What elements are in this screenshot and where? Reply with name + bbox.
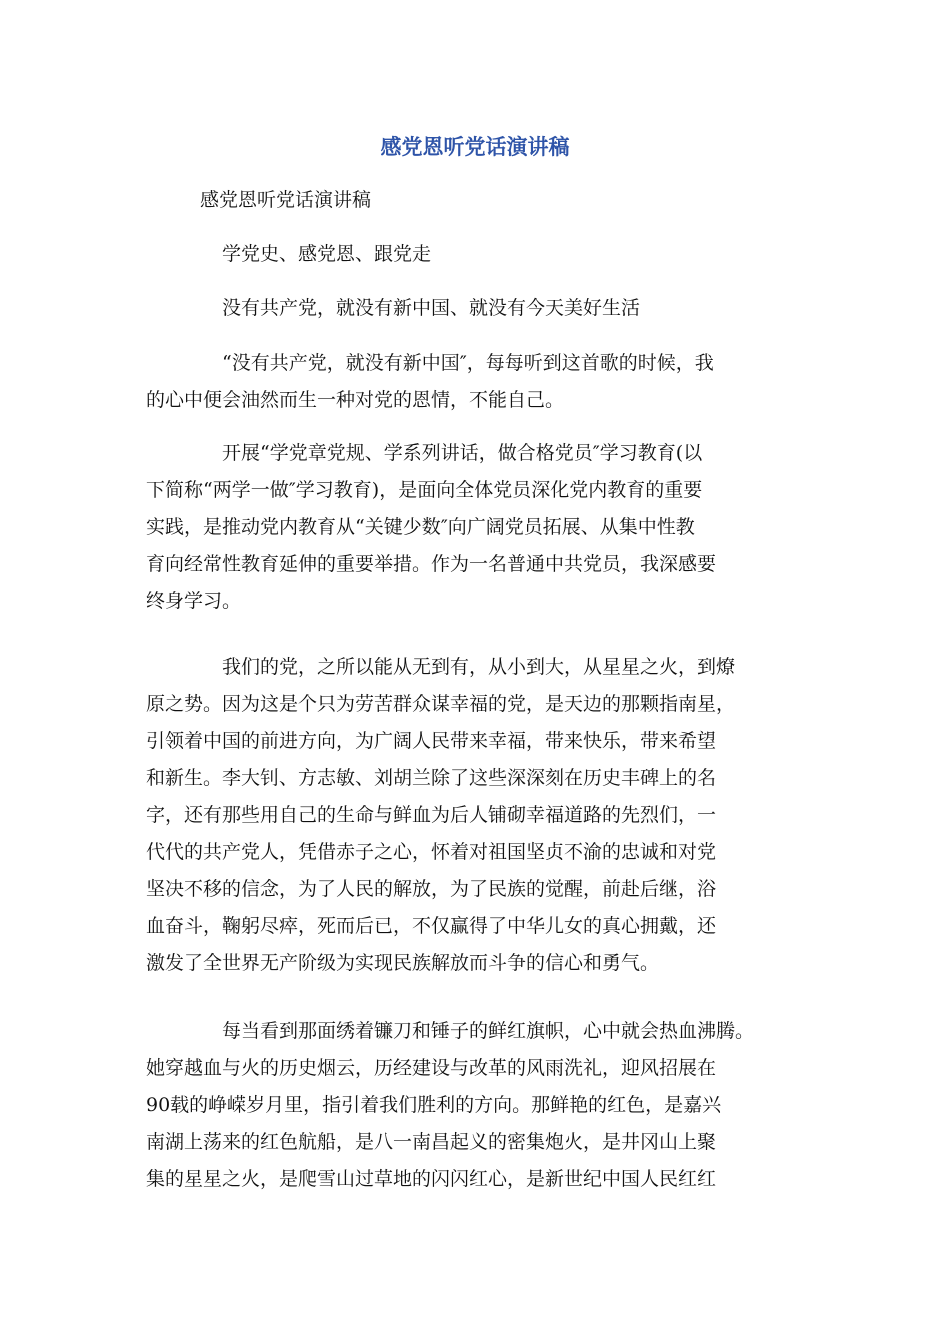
- slogan-line: 没有共产党，就没有新中国、就没有今天美好生活: [222, 297, 641, 319]
- paragraph-line: 实践，是推动党内教育从“关键少数″向广阔党员拓展、从集中性教: [146, 516, 695, 538]
- paragraph-line: 和新生。李大钊、方志敏、刘胡兰除了这些深深刻在历史丰碑上的名: [146, 767, 717, 789]
- paragraph-line: 字，还有那些用自己的生命与鲜血为后人铺砌幸福道路的先烈们，一: [146, 804, 717, 826]
- paragraph-line: 下简称“两学一做″学习教育)，是面向全体党员深化党内教育的重要: [146, 479, 703, 501]
- paragraph-red-flag: [146, 1013, 806, 1198]
- paragraph-line: 90载的峥嵘岁月里，指引着我们胜利的方向。那鲜艳的红色，是嘉兴: [146, 1094, 722, 1116]
- paragraph-line: 激发了全世界无产阶级为实现民族解放而斗争的信心和勇气。: [146, 952, 660, 974]
- slogan-line: 学党史、感党恩、跟党走: [222, 243, 432, 265]
- paragraph-line: 她穿越血与火的历史烟云，历经建设与改革的风雨洗礼，迎风招展在: [146, 1057, 717, 1079]
- paragraph-party-history: [146, 649, 806, 982]
- paragraph-intro: [146, 345, 806, 419]
- paragraph-line: 育向经常性教育延伸的重要举措。作为一名普通中共党员，我深感要: [146, 553, 717, 575]
- paragraph-study-education: [146, 435, 806, 620]
- document-subtitle: 感党恩听党话演讲稿: [200, 189, 372, 211]
- paragraph-line: 开展“学党章党规、学系列讲话，做合格党员″学习教育(以: [222, 442, 703, 464]
- paragraph-line: 南湖上荡来的红色航船，是八一南昌起义的密集炮火，是井冈山上聚: [146, 1131, 717, 1153]
- paragraph-line: 引领着中国的前进方向，为广阔人民带来幸福，带来快乐，带来希望: [146, 730, 717, 752]
- paragraph-line: “没有共产党，就没有新中国″，每每听到这首歌的时候，我: [222, 352, 714, 374]
- paragraph-line: 原之势。因为这是个只为劳苦群众谋幸福的党，是天边的那颗指南星，: [146, 693, 736, 715]
- document-title: 感党恩听党话演讲稿: [380, 135, 570, 159]
- paragraph-line: 我们的党，之所以能从无到有，从小到大，从星星之火，到燎: [222, 656, 736, 678]
- paragraph-line: 坚决不移的信念，为了人民的解放，为了民族的觉醒，前赴后继，浴: [146, 878, 717, 900]
- paragraph-line: 终身学习。: [146, 590, 242, 612]
- paragraph-line: 血奋斗，鞠躬尽瘁，死而后已，不仅赢得了中华儿女的真心拥戴，还: [146, 915, 717, 937]
- paragraph-line: 每当看到那面绣着镰刀和锤子的鲜红旗帜，心中就会热血沸腾。: [222, 1020, 755, 1042]
- paragraph-line: 代代的共产党人，凭借赤子之心，怀着对祖国坚贞不渝的忠诚和对党: [146, 841, 717, 863]
- paragraph-line: 集的星星之火，是爬雪山过草地的闪闪红心，是新世纪中国人民红红: [146, 1168, 717, 1190]
- paragraph-line: 的心中便会油然而生一种对党的恩情，不能自己。: [146, 389, 565, 411]
